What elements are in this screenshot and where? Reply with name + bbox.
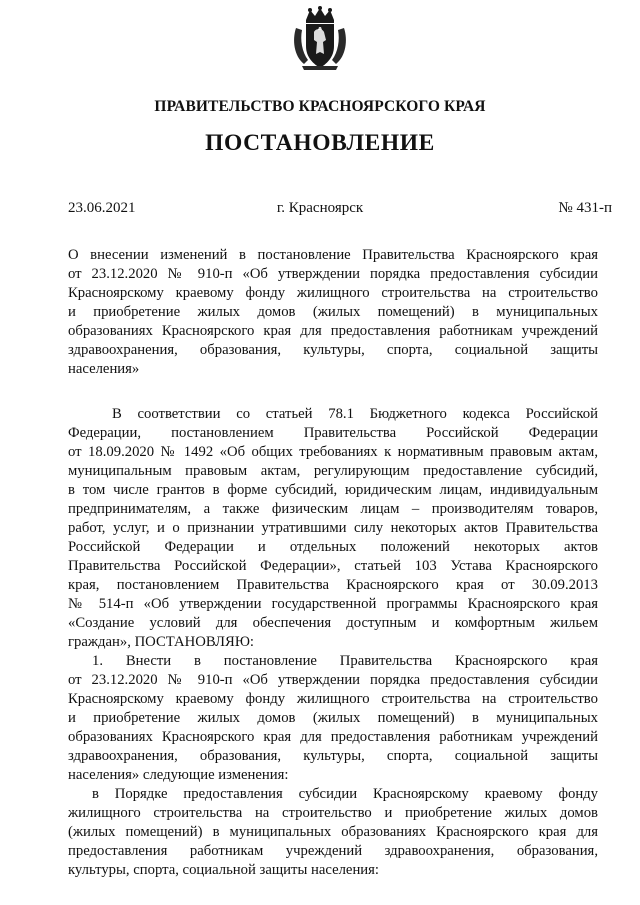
subject-line: образованиях Красноярского края для предоставления работникам учреждений — [68, 323, 598, 339]
document-subject — [68, 246, 598, 379]
body-line: предоставления работникам учреждений здравоохранения, образования, — [68, 843, 598, 859]
body-line: населения» следующие изменения: — [68, 767, 289, 783]
body-line: в Порядке предоставления субсидии Красноярскому краевому фонду — [92, 786, 598, 802]
document-city: г. Красноярск — [276, 200, 364, 216]
document-type: ПОСТАНОВЛЕНИЕ — [205, 130, 435, 156]
body-line: Правительства Российской Федерации», статьей 103 Устава Красноярского — [68, 558, 598, 574]
body-line: Федерации, постановлением Правительства Российской Федерации — [68, 425, 598, 441]
body-line: Российской Федерации и отдельных положений некоторых актов — [68, 539, 598, 555]
body-line: культуры, спорта, социальной защиты населения: — [68, 862, 379, 878]
body-line: муниципальным правовым актам, регулирующим предоставление субсидий, — [68, 463, 598, 479]
document-body — [68, 405, 598, 880]
body-line: края, постановлением Правительства Красноярского края от 30.09.2013 — [68, 577, 598, 593]
body-line: и приобретение жилых домов (жилых помещений) в муниципальных — [68, 710, 598, 726]
body-line: в том числе грантов в форме субсидий, юридическим лицам, индивидуальным — [68, 482, 598, 498]
government-title: ПРАВИТЕЛЬСТВО КРАСНОЯРСКОГО КРАЯ — [154, 98, 486, 115]
body-line: от 18.09.2020 № 1492 «Об общих требованиях к нормативным правовым актам, — [68, 444, 598, 460]
body-line: образованиях Красноярского края для предоставления работникам учреждений — [68, 729, 598, 745]
body-line: здравоохранения, образования, культуры, спорта, социальной защиты — [68, 748, 598, 764]
body-line: 1. Внести в постановление Правительства Красноярского края — [92, 653, 598, 669]
body-line: жилищного строительства на строительство и приобретение жилых домов — [68, 805, 598, 821]
subject-line: О внесении изменений в постановление Правительства Красноярского края — [68, 247, 598, 263]
body-line: В соответствии со статьей 78.1 Бюджетного кодекса Российской — [112, 406, 598, 422]
body-line: граждан», ПОСТАНОВЛЯЮ: — [68, 634, 254, 650]
subject-line: населения» — [68, 361, 140, 377]
document-meta — [0, 200, 640, 220]
subject-line: от 23.12.2020 № 910-п «Об утверждении порядка предоставления субсидии — [68, 266, 598, 282]
body-line: (жилых помещений) в муниципальных образованиях Красноярского края для — [68, 824, 598, 840]
subject-line: и приобретение жилых домов (жилых помещений) в муниципальных — [68, 304, 598, 320]
subject-line: Красноярскому краевому фонду жилищного строительства на строительство — [68, 285, 598, 301]
body-line: работ, услуг, и о признании утратившими силу некоторых актов Правительства — [68, 520, 598, 536]
subject-line: здравоохранения, образования, культуры, спорта, социальной защиты — [68, 342, 598, 358]
krasnoyarsk-coat-of-arms-icon — [290, 6, 350, 72]
body-line: «Создание условий для обеспечения доступным и комфортным жильем — [68, 615, 598, 631]
document-number: № 431-п — [558, 200, 612, 216]
document-date: 23.06.2021 — [68, 200, 136, 216]
body-line: предпринимателям, а также физическим лицам – производителям товаров, — [68, 501, 598, 517]
body-line: от 23.12.2020 № 910-п «Об утверждении порядка предоставления субсидии — [68, 672, 598, 688]
body-line: № 514-п «Об утверждении государственной программы Красноярского края — [68, 596, 598, 612]
body-line: Красноярскому краевому фонду жилищного строительства на строительство — [68, 691, 598, 707]
